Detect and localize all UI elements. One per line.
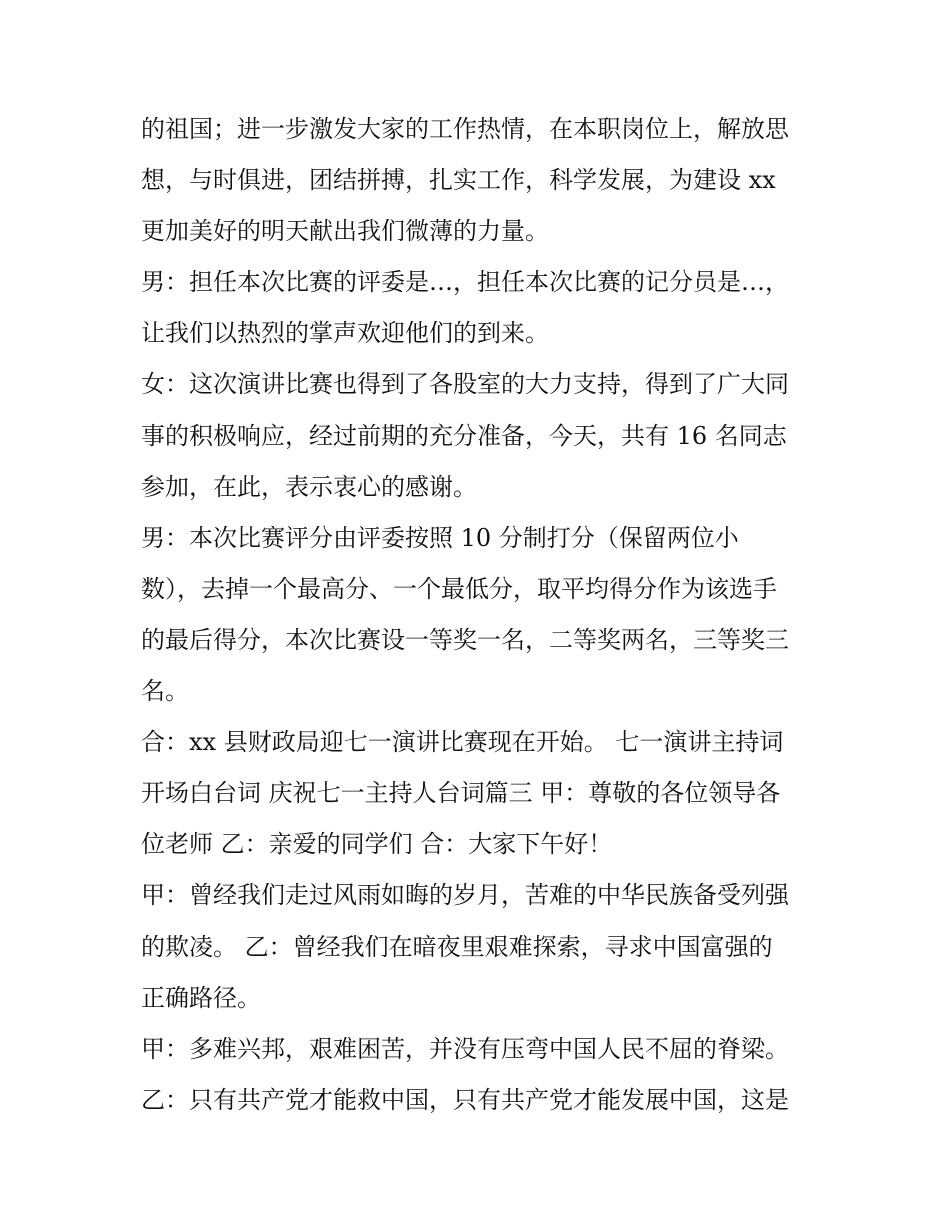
text-line: 开场白台词 庆祝七一主持人台词篇三 甲：尊敬的各位领导各 — [141, 779, 781, 808]
text-line: 参加，在此，表示衷心的感谢。 — [141, 472, 477, 501]
text-line: 的欺凌。 乙：曾经我们在暗夜里艰难探索，寻求中国富强的 — [141, 932, 773, 961]
text-line: 正确路径。 — [141, 983, 261, 1012]
text-line: 的祖国；进一步激发大家的工作热情，在本职岗位上，解放思 — [141, 115, 789, 143]
text-line: 让我们以热烈的掌声欢迎他们的到来。 — [141, 319, 549, 348]
text-line: 数），去掉一个最高分、一个最低分，取平均得分作为该选手 — [141, 574, 777, 603]
text-line: 想，与时俱进，团结拼搏，扎实工作，科学发展，为建设 xx — [141, 166, 776, 195]
text-line: 名。 — [141, 677, 189, 706]
text-line: 男：担任本次比赛的评委是…，担任本次比赛的记分员是…， — [141, 268, 789, 297]
text-line: 合：xx 县财政局迎七一演讲比赛现在开始。 七一演讲主持词 — [141, 728, 784, 757]
text-line: 乙：只有共产党才能救中国，只有共产党才能发展中国，这是 — [141, 1085, 789, 1114]
text-line: 女：这次演讲比赛也得到了各股室的大力支持，得到了广大同 — [141, 370, 789, 399]
body-text — [141, 104, 821, 1126]
text-line: 甲：多难兴邦，艰难困苦，并没有压弯中国人民不屈的脊梁。 — [141, 1034, 789, 1063]
text-line: 的最后得分，本次比赛设一等奖一名，二等奖两名，三等奖三 — [141, 625, 789, 654]
text-line: 更加美好的明天献出我们微薄的力量。 — [141, 217, 549, 246]
text-line: 事的积极响应，经过前期的充分准备，今天，共有 16 名同志 — [141, 421, 787, 450]
text-line: 男：本次比赛评分由评委按照 10 分制打分（保留两位小 — [141, 523, 739, 552]
text-line: 位老师 乙：亲爱的同学们 合：大家下午好！ — [141, 830, 613, 859]
text-line: 甲：曾经我们走过风雨如晦的岁月，苦难的中华民族备受列强 — [141, 881, 789, 910]
